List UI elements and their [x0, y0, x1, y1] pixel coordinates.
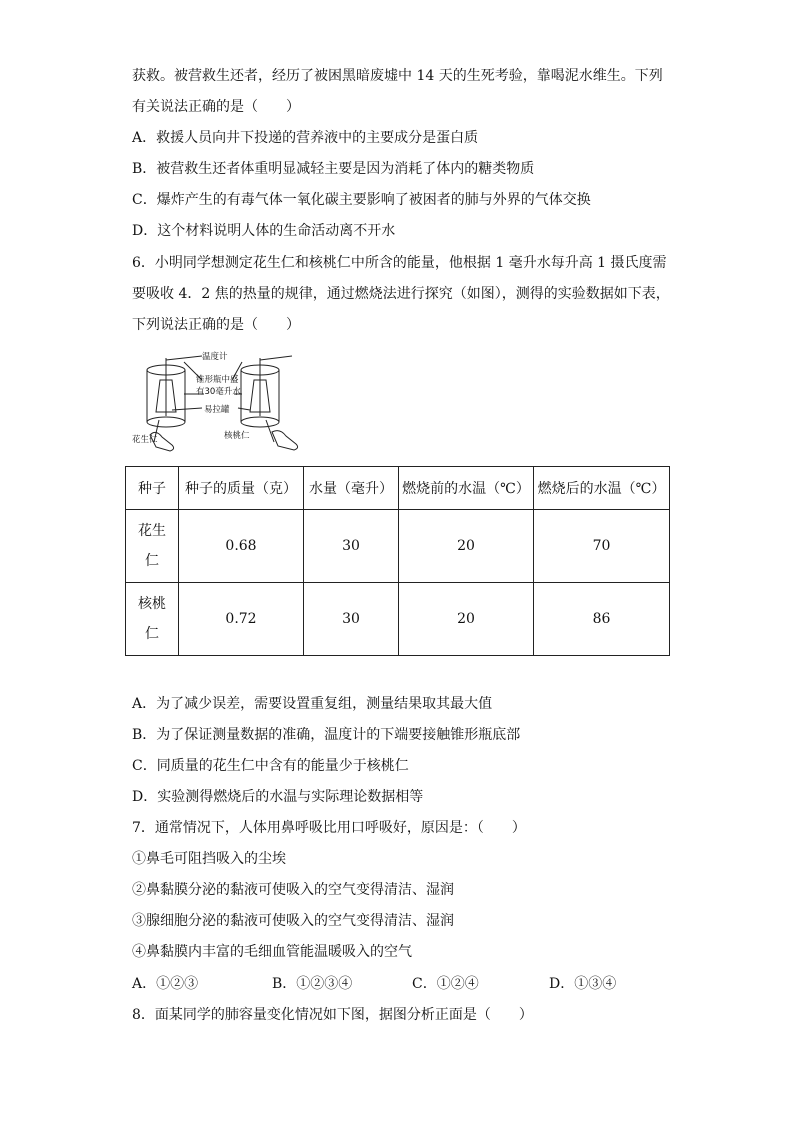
q7-option-c: C．①②④: [412, 976, 479, 992]
cell-mass: 0.68: [179, 510, 304, 583]
cell-water: 30: [304, 510, 399, 583]
option-c: C．爆炸产生的有毒气体一氧化碳主要影响了被困者的肺与外界的气体交换: [132, 192, 591, 208]
cell-before: 20: [399, 510, 534, 583]
header-seed: 种子: [126, 467, 179, 510]
q6-option-a: A．为了减少误差，需要设置重复组，测量结果取其最大值: [132, 696, 493, 712]
cell-seed: 核桃 仁: [126, 583, 179, 656]
question-6-line-2: 要吸收 4．2 焦的热量的规律，通过燃烧法进行探究（如图），测得的实验数据如下表，: [132, 286, 670, 302]
header-temp-before: 燃烧前的水温（℃）: [399, 467, 534, 510]
statement-2: ②鼻黏膜分泌的黏液可使吸入的空气变得清洁、湿润: [132, 882, 454, 898]
q6-option-b: B．为了保证测量数据的准确，温度计的下端要接触锥形瓶底部: [132, 727, 521, 743]
data-table: [125, 466, 670, 656]
label-water: 有30毫升水: [196, 387, 241, 397]
question-6-line-3: 下列说法正确的是（ ）: [132, 317, 300, 333]
q6-option-c: C．同质量的花生仁中含有的能量少于核桃仁: [132, 758, 409, 774]
q7-option-d: D．①③④: [549, 976, 617, 992]
q7-option-a: A．①②③: [132, 976, 199, 992]
cell-water: 30: [304, 583, 399, 656]
question-7: 7．通常情况下，人体用鼻呼吸比用口呼吸好，原因是：（ ）: [132, 820, 526, 836]
header-water: 水量（毫升）: [304, 467, 399, 510]
table-row: [126, 510, 670, 583]
header-temp-after: 燃烧后的水温（℃）: [534, 467, 670, 510]
table-header-row: [126, 467, 670, 510]
text-line: 获救。被营救生还者，经历了被困黑暗废墟中 14 天的生死考验，靠喝泥水维生。下列: [132, 68, 663, 84]
label-thermometer: 温度计: [202, 352, 228, 362]
label-walnut: 核桃仁: [224, 431, 250, 441]
cell-mass: 0.72: [179, 583, 304, 656]
q7-option-b: B．①②③④: [272, 976, 353, 992]
experiment-figure: [132, 350, 312, 452]
label-flask: 锥形瓶中盛: [196, 375, 239, 385]
question-8: 8．面某同学的肺容量变化情况如下图，据图分析正面是（ ）: [132, 1007, 533, 1023]
option-b: B．被营救生还者体重明显减轻主要是因为消耗了体内的糖类物质: [132, 161, 535, 177]
q6-option-d: D．实验测得燃烧后的水温与实际理论数据相等: [132, 789, 424, 805]
option-d: D．这个材料说明人体的生命活动离不开水: [132, 223, 396, 239]
cell-after: 86: [534, 583, 670, 656]
cell-after: 70: [534, 510, 670, 583]
cell-before: 20: [399, 583, 534, 656]
statement-3: ③腺细胞分泌的黏液可使吸入的空气变得清洁、湿润: [132, 913, 454, 929]
cell-seed: 花生 仁: [126, 510, 179, 583]
statement-1: ①鼻毛可阻挡吸入的尘埃: [132, 851, 286, 867]
statement-4: ④鼻黏膜内丰富的毛细血管能温暖吸入的空气: [132, 944, 412, 960]
label-can: 易拉罐: [204, 405, 230, 415]
header-mass: 种子的质量（克）: [179, 467, 304, 510]
option-a: A．救援人员向井下投递的营养液中的主要成分是蛋白质: [132, 130, 479, 146]
table-row: [126, 583, 670, 656]
question-6-line-1: 6．小明同学想测定花生仁和核桃仁中所含的能量，他根据 1 毫升水每升高 1 摄氏度需: [132, 255, 667, 271]
text-line: 有关说法正确的是（ ）: [132, 99, 300, 115]
label-peanut: 花生仁: [132, 435, 158, 445]
